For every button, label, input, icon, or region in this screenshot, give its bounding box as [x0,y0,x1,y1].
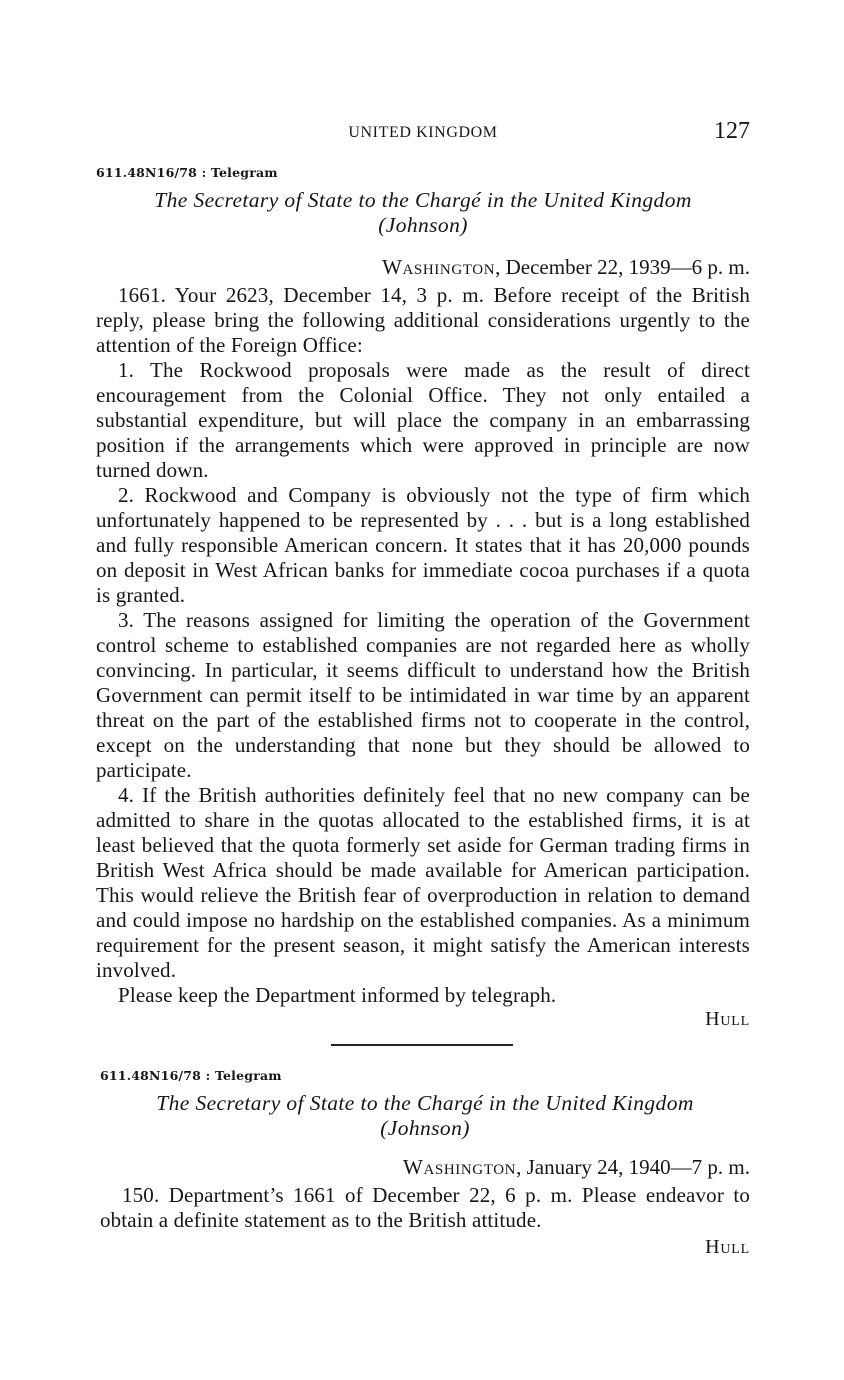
telegram-body [96,283,750,1008]
paragraph: 2. Rockwood and Company is obviously not the type of firm which unfortunately happened to be represented by . . . but is a long established and fully responsible American concern. It states that it has 20,000 pounds on deposit in West African banks for immediate cocoa purchases if a quota is granted. [96,483,750,607]
dateline [382,255,750,280]
signature: Hull [705,1008,750,1030]
signature: Hull [705,1236,750,1258]
running-head [96,118,750,148]
dateline-date: , December 22, 1939—6 p. m. [495,255,750,279]
dateline-place: Washington [382,255,496,279]
page-number: 127 [714,118,750,144]
paragraph: 4. If the British authorities definitely feel that no new company can be admitted to share in the quotas allocated to the established firms, it is at least believed that the quota formerly set aside for German trading firms in British West Africa should be made available for American participation. This would relieve the British fear of overproduction in relation to demand and could impose no hardship on the established companies. As a minimum requirement for the present season, it might satisfy the American interests involved. [96,783,750,982]
document-title-line: The Secretary of State to the Chargé in the United Kingdom [156,1091,694,1115]
file-reference: 611.48N16/78 : Telegram [100,1068,282,1083]
dateline [403,1155,750,1180]
paragraph: 1. The Rockwood proposals were made as the result of direct encouragement from the Colonial Office. They not only entailed a substantial expenditure, but will place the company in an embarrassing position if the arrangements which were approved in principle are now turned down. [96,358,750,482]
document-title-addressee: (Johnson) [378,213,468,237]
file-reference: 611.48N16/78 : Telegram [96,165,278,180]
document-title-addressee: (Johnson) [380,1116,470,1140]
paragraph: 1661. Your 2623, December 14, 3 p. m. Before receipt of the British reply, please bring the following additional considerations urgently to the attention of the Foreign Office: [96,283,750,357]
document-title [96,188,750,238]
dateline-date: , January 24, 1940—7 p. m. [516,1155,750,1179]
document-title-line: The Secretary of State to the Chargé in the United Kingdom [154,188,692,212]
dateline-place: Washington [403,1155,517,1179]
paragraph: Please keep the Department informed by telegraph. [118,983,557,1007]
paragraph: 150. Department’s 1661 of December 22, 6 p. m. Please endeavor to obtain a definite statement as to the British attitude. [100,1183,750,1232]
paragraph: 3. The reasons assigned for limiting the operation of the Government control scheme to established companies are not regarded here as wholly convincing. In particular, it seems difficult to understand how the British Government can permit itself to be intimidated in war time by an apparent threat on the part of the established firms not to cooperate in the control, except on the understanding that none but they should be allowed to participate. [96,608,750,782]
section-divider [331,1044,513,1046]
telegram-body [100,1183,750,1233]
running-title: UNITED KINGDOM [348,124,498,141]
document-title [100,1091,750,1141]
